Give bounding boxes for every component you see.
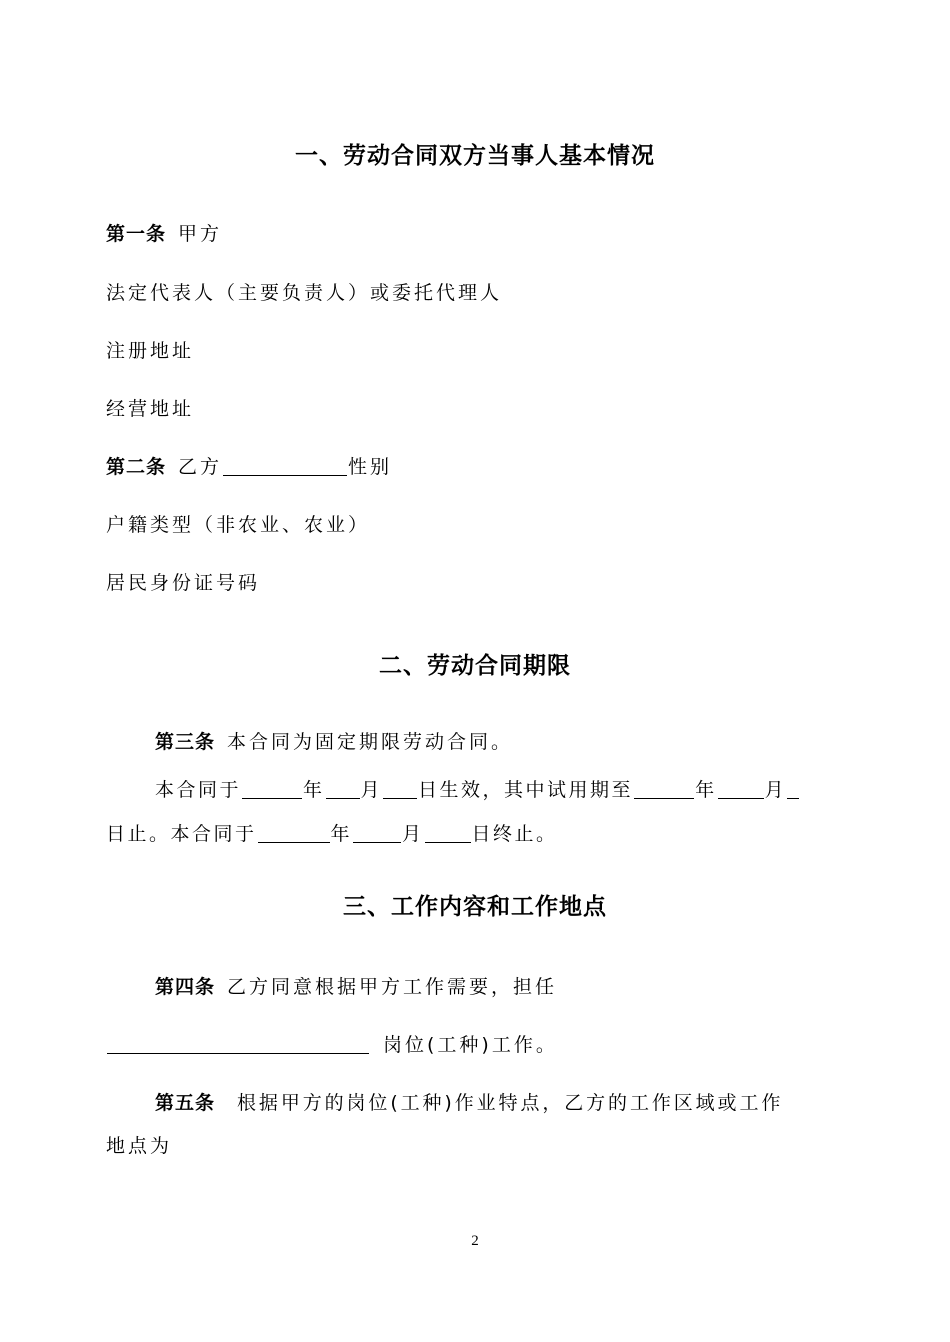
section2-heading: 二、劳动合同期限	[379, 653, 571, 679]
end-month-blank[interactable]	[353, 823, 401, 843]
end-suffix: 日终止。	[471, 823, 558, 845]
registered-address-line: 注册地址	[106, 340, 195, 362]
article4-line	[155, 972, 557, 999]
article5-continuation: 地点为	[106, 1135, 173, 1157]
article5-text: 根据甲方的岗位(工种)作业特点，乙方的工作区域或工作	[237, 1092, 784, 1114]
business-address-line: 经营地址	[106, 398, 195, 420]
article4-text: 乙方同意根据甲方工作需要，担任	[227, 976, 558, 998]
article3-label: 第三条	[155, 731, 216, 753]
article3-text: 本合同为固定期限劳动合同。	[227, 731, 514, 753]
effective-prefix: 本合同于	[155, 779, 242, 801]
article2-label: 第二条	[106, 456, 167, 478]
post-text: 岗位(工种)工作。	[383, 1034, 558, 1056]
start-month-blank[interactable]	[326, 779, 360, 799]
end-year-blank[interactable]	[258, 823, 330, 843]
contract-end-line	[106, 819, 558, 846]
probation-year-blank[interactable]	[634, 779, 694, 799]
section1-heading: 一、劳动合同双方当事人基本情况	[295, 143, 655, 169]
article1-text: 甲方	[178, 223, 223, 245]
article5-label: 第五条	[155, 1092, 216, 1114]
start-year-blank[interactable]	[242, 779, 302, 799]
year-label: 年	[330, 823, 353, 845]
probation-text: 日生效，其中试用期至	[418, 779, 634, 801]
article3-line	[155, 727, 513, 754]
post-line	[106, 1030, 558, 1057]
representative-line: 法定代表人（主要负责人）或委托代理人	[106, 282, 503, 304]
year-label: 年	[695, 779, 717, 801]
id-number-line: 居民身份证号码	[106, 572, 261, 594]
post-blank[interactable]	[107, 1034, 369, 1054]
start-day-blank[interactable]	[383, 779, 417, 799]
hukou-line: 户籍类型（非农业、农业）	[106, 514, 371, 536]
page-number: 2	[471, 1233, 479, 1249]
party-b-name-blank[interactable]	[223, 456, 347, 476]
article1-label: 第一条	[106, 223, 167, 245]
article4-label: 第四条	[155, 976, 216, 998]
article5-line	[155, 1088, 783, 1115]
month-label: 月	[360, 779, 383, 801]
contract-effective-line	[155, 775, 800, 802]
probation-day-blank[interactable]	[787, 779, 799, 799]
section3-heading: 三、工作内容和工作地点	[343, 894, 607, 920]
gender-label: 性别	[348, 456, 393, 478]
month-label: 月	[402, 823, 424, 845]
article2-text: 乙方	[178, 456, 223, 478]
article1-line	[106, 219, 222, 246]
end-day-blank[interactable]	[425, 823, 471, 843]
end-prefix: 日止。本合同于	[106, 823, 257, 845]
year-label: 年	[303, 779, 325, 801]
month-label: 月	[764, 779, 787, 801]
probation-month-blank[interactable]	[718, 779, 764, 799]
article2-line	[106, 452, 392, 479]
